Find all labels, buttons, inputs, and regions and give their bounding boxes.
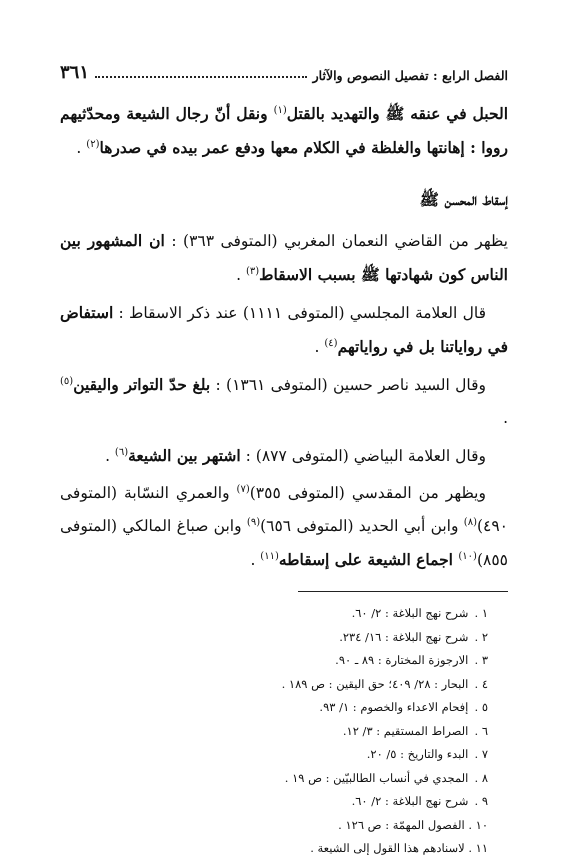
footnote-item [60,767,488,791]
footnote-item [60,602,488,626]
footnote-number: ٢ . [474,629,488,644]
footnote-text: شرح نهج البلاغة : ٢/ ٦٠. [351,606,469,620]
footnote-ref[interactable]: (٩) [246,516,261,528]
footnote-text: لاسنادهم هذا القول إلى الشيعة . [310,841,465,855]
paragraph-text: يظهر من القاضي النعمان المغربي (المتوفى ٣٦٣) : [164,232,508,250]
footnote-item [60,673,488,697]
footnote-ref[interactable]: (١) [273,104,287,116]
footnote-number: ٣ . [474,653,488,667]
footnote-number: ٤ . [474,676,488,691]
running-header [60,55,508,83]
footnote-item [60,790,488,814]
footnote-item [60,626,488,650]
paragraph-text: وقال السيد ناصر حسين (المتوفى ١٣٦١) : [210,376,486,394]
footnotes-list [60,602,508,861]
intro-bold-2: ونقل أنّ رجال الشيعة ومحدّثيهم رووا : إهانتها والغلظة في الكلام معها ودفع عمر بيده في صدرها [60,104,508,157]
paragraph-end: . [236,266,246,284]
intro-end: . [76,139,87,157]
paragraph-end: . [314,338,325,356]
footnote-separator [298,591,508,592]
footnote-ref[interactable]: (١١) [260,550,279,562]
footnote-number: ٨ . [474,770,488,785]
footnote-text: المجدي في أنساب الطالبيّين : ص ١٩ . [284,770,469,785]
paragraph-text: قال العلامة المجلسي (المتوفى ١١١١) عند ذكر الاسقاط : [113,304,486,322]
footnote-text: الصراط المستقيم : ٣/ ١٢. [342,723,469,738]
paragraph-consensus [60,477,508,577]
footnote-ref[interactable]: (٨) [463,516,477,528]
paragraph-text: وابن أبي الحديد (المتوفى ٦٥٦) [260,517,464,535]
paragraph-quote: اشتهر بين الشيعة [128,446,241,465]
footnote-ref[interactable]: (٧) [236,483,250,495]
footnote-text: البدء والتاريخ : ٥/ ٢٠. [366,747,469,761]
footnote-item [60,743,488,767]
footnote-text: إفحام الاعداء والخصوم : ١/ ٩٣. [319,700,469,714]
footnote-number: ٧ . [474,747,488,761]
footnote-number: ١ . [474,606,488,620]
paragraph-text: وابن صباغ المالكي (المتوفى ٨٥٥) [60,517,508,569]
main-text [60,97,508,577]
footnote-item [60,649,488,673]
footnote-number: ١١ . [468,841,488,855]
paragraph-quote: استفاض في رواياتنا بل في رواياتهم [60,303,508,356]
footnote-number: ٩ . [474,794,488,808]
intro-bold-1: الحبل في عنقه ﷺ والتهديد بالقتل [286,104,508,123]
paragraph-end: . [250,551,261,569]
paragraph-end: . [503,409,508,427]
paragraph-quote: بلغ حدّ التواتر واليقين [73,375,211,394]
footnote-text: شرح نهج البلاغة : ١٦/ ٢٣٤. [339,629,469,644]
footnote-text: البحار : ٢٨/ ٤٠٩؛ حق اليقين : ص ١٨٩ . [281,676,469,691]
paragraph-bayadi [60,439,508,473]
footnote-item [60,814,488,838]
section-heading: إسقاط المحسن ﷺ [419,190,508,209]
footnote-number: ١٠ . [468,817,488,832]
footnote-ref[interactable]: (٤) [324,337,338,349]
paragraph-text: وقال العلامة البياضي (المتوفى ٨٧٧) : [240,447,486,465]
footnote-text: الارجوزة المختارة : ٨٩ ـ ٩٠. [335,653,469,667]
footnote-ref[interactable]: (١٠) [458,550,477,562]
header-dot-leader [95,76,307,78]
footnote-item [60,837,488,861]
paragraph-text: والعمري النسّابة (المتوفى ٤٩٠) [60,484,509,535]
paragraph-quote: اجماع الشيعة على إسقاطه [278,550,459,569]
paragraph-text: ويظهر من المقدسي (المتوفى ٣٥٥) [249,484,486,502]
intro-paragraph [60,97,508,165]
page-number: ٣٦١ [60,62,90,83]
footnote-ref[interactable]: (٥) [60,375,74,387]
footnote-text: شرح نهج البلاغة : ٢/ ٦٠. [351,794,469,808]
footnote-ref[interactable]: (٢) [86,138,100,150]
paragraph-quote: ان المشهور بين الناس كون شهادتها ﷺ بسبب الاسقاط [60,231,508,284]
footnote-text: الفصول المهمّة : ص ١٢٦ . [338,817,465,832]
footnote-ref[interactable]: (٦) [114,446,129,458]
footnote-number: ٦ . [474,723,488,738]
footnote-item [60,720,488,744]
paragraph-nasir-husain [60,368,508,435]
chapter-title: الفصل الرابع : تفصيل النصوص والآثار [312,68,508,83]
footnote-number: ٥ . [474,700,488,714]
footnote-item [60,696,488,720]
footnote-ref[interactable]: (٣) [245,265,260,277]
paragraph-nuaman [60,224,508,292]
paragraph-majlisi [60,296,508,364]
paragraph-end: . [105,447,115,465]
